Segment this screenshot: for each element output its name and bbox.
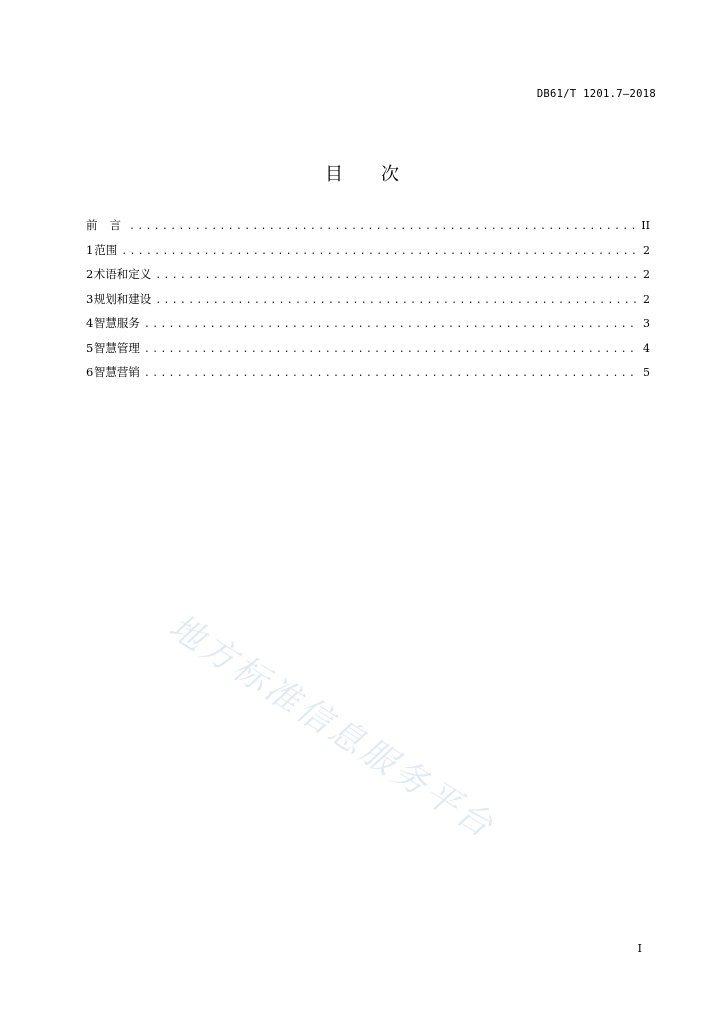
toc-entry-label: 术语和定义 (93, 267, 152, 281)
toc-entry-number: 1 (86, 242, 94, 257)
toc-entry-page: II (641, 219, 650, 232)
toc-entry-smart-management[interactable] (86, 340, 650, 365)
toc-entry-number: 6 (86, 365, 94, 379)
toc-entry-number: 5 (86, 340, 94, 355)
document-code: DB61/T 1201.7—2018 (536, 88, 656, 100)
toc-entry-page: 2 (643, 243, 650, 257)
toc-entry-smart-marketing[interactable] (86, 364, 650, 389)
toc-entry-label: 智慧服务 (93, 316, 140, 330)
page-number: I (637, 942, 642, 955)
toc-entry-label: 前言 (86, 218, 133, 232)
toc-entry-scope[interactable] (86, 242, 650, 267)
toc-leader-dots (155, 295, 636, 306)
toc-entry-label: 规划和建设 (93, 291, 152, 306)
toc-leader-dots (144, 319, 636, 330)
toc-title-char-1: 目 (325, 164, 343, 185)
toc-entry-number: 2 (86, 267, 94, 281)
toc-entry-label: 范围 (94, 242, 118, 257)
toc-leader-dots (144, 344, 636, 355)
watermark: 地方标准信息服务平台 (161, 606, 503, 848)
toc-entry-page: 2 (643, 268, 650, 281)
toc-entry-planning[interactable] (86, 291, 650, 316)
toc-entry-label: 智慧营销 (93, 365, 140, 379)
toc-entry-page: 4 (643, 341, 650, 355)
toc-title-char-2: 次 (381, 164, 399, 185)
toc-entry-page: 3 (643, 317, 650, 330)
toc-entry-smart-service[interactable] (86, 315, 650, 340)
toc-leader-dots (155, 270, 636, 281)
toc-entry-number: 3 (86, 291, 94, 306)
toc-entry-terms[interactable] (86, 266, 650, 291)
table-of-contents (86, 217, 650, 389)
toc-entry-number: 4 (86, 316, 94, 330)
toc-entry-page: 5 (643, 366, 650, 379)
toc-leader-dots (144, 368, 636, 379)
toc-title (0, 160, 724, 186)
toc-leader-dots (129, 221, 635, 232)
toc-leader-dots (121, 246, 636, 257)
toc-entry-page: 2 (643, 292, 650, 306)
toc-entry-foreword[interactable] (86, 217, 650, 242)
toc-entry-label: 智慧管理 (93, 340, 140, 355)
